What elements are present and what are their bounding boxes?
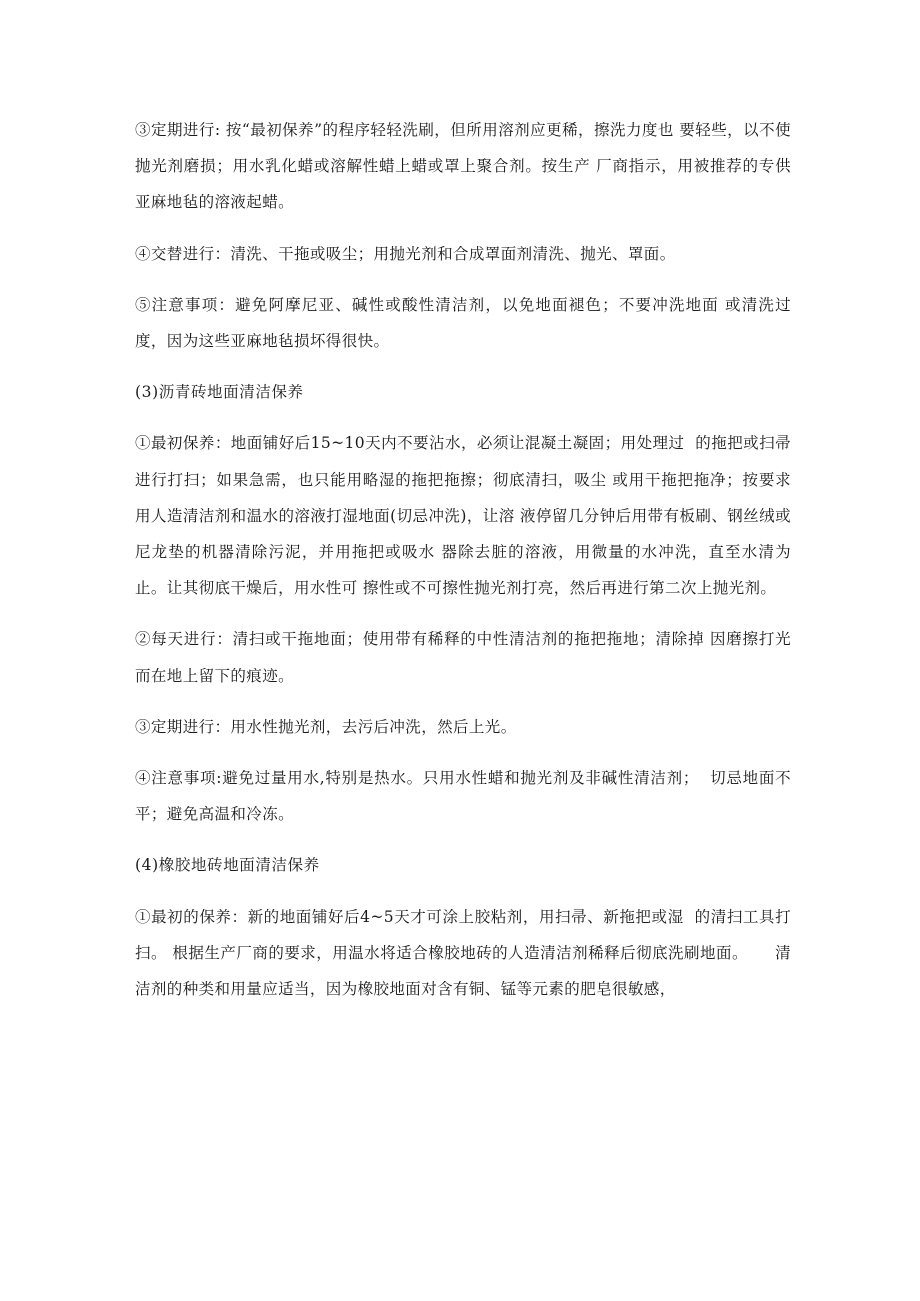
paragraph-periodic-maintenance-linoleum: ③定期进行: 按“最初保养”的程序轻轻洗刷，但所用溶剂应更稀，擦洗力度也 要轻些，以不使抛光剂磨损；用水乳化蜡或溶解性蜡上蜡或罩上聚合剂。按生产 厂商指示，用被推荐的专供亚麻地毡的溶液起蜡。 — [135, 121, 791, 212]
document-body — [135, 112, 791, 1007]
paragraph-initial-maintenance-asphalt: ①最初保养：地面铺好后15~10天内不要沾水，必须让混凝土凝固；用处理过 的拖把或扫帚进行打扫；如果急需，也只能用略湿的拖把拖擦；彻底清扫，吸尘 或用干拖把拖净；按要求用人造清洁剂和温水的溶液打湿地面(切忌冲洗)，让溶 液停留几分钟后用带有板刷、钢丝绒或尼龙垫的机器清除污泥，并用拖把或吸水 器除去脏的溶液，用微量的水冲洗，直至水清为止。让其彻底干燥后，用水性可 擦性或不可擦性抛光剂打亮，然后再进行第二次上抛光剂。 — [135, 434, 791, 598]
section-heading-rubber-tile: (4)橡胶地砖地面清洁保养 — [135, 856, 320, 875]
paragraph-initial-maintenance-rubber: ①最初的保养：新的地面铺好后4~5天才可涂上胶粘剂，用扫帚、新拖把或湿 的清扫工具打扫。 根据生产厂商的要求，用温水将适合橡胶地砖的人造清洁剂稀释后彻底洗刷地面。 清洁剂的种类和用量应适当，因为橡胶地面对含有铜、锰等元素的肥皂很敏感， — [135, 907, 791, 999]
paragraph-precautions-asphalt: ④注意事项:避免过量用水,特别是热水。只用水性蜡和抛光剂及非碱性清洁剂； 切忌地面不平；避免高温和冷冻。 — [135, 769, 791, 824]
section-heading-asphalt-tile: (3)沥青砖地面清洁保养 — [135, 383, 304, 402]
paragraph-daily-maintenance-asphalt: ②每天进行：清扫或干拖地面；使用带有稀释的中性清洁剂的拖把拖地；清除掉 因磨擦打光而在地上留下的痕迹。 — [135, 630, 791, 685]
paragraph-alternating-maintenance-linoleum: ④交替进行：清洗、干拖或吸尘；用抛光剂和合成罩面剂清洗、抛光、罩面。 — [135, 244, 676, 263]
paragraph-precautions-linoleum: ⑤注意事项：避免阿摩尼亚、碱性或酸性清洁剂，以免地面褪色；不要冲洗地面 或清洗过度，因为这些亚麻地毡损坏得很快。 — [135, 295, 791, 351]
paragraph-periodic-maintenance-asphalt: ③定期进行：用水性抛光剂，去污后冲洗，然后上光。 — [135, 717, 517, 736]
